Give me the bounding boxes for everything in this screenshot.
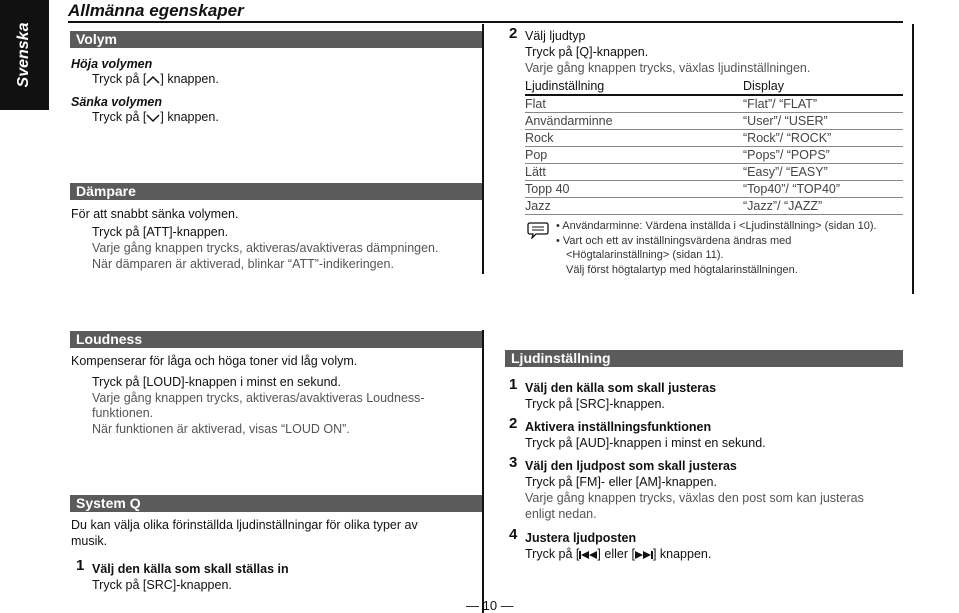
system-q-intro: Du kan välja olika förinställda ljudinställningar för olika typer av xyxy=(71,518,418,532)
volume-up-title: Höja volymen xyxy=(71,57,153,71)
step-2-line-2: Varje gång knappen trycks, växlas ljudinställningen. xyxy=(525,61,811,75)
column-divider-top-right xyxy=(912,24,914,294)
page-number: — 10 — xyxy=(466,598,514,613)
note-2: • Vart och ett av inställningsvärdena ändras med xyxy=(556,235,792,247)
ljud-step-3-text: Tryck på [FM]- eller [AM]-knappen. xyxy=(525,475,717,489)
ljud-step-1-title: Välj den källa som skall justeras xyxy=(525,381,717,395)
column-divider-top-left xyxy=(482,24,484,274)
page-title: Allmänna egenskaper xyxy=(68,1,244,20)
language-tab-label: Svenska xyxy=(15,22,32,88)
table-cell: Flat xyxy=(525,95,743,113)
volume-down-text-end: ] knappen. xyxy=(160,110,219,124)
volume-down-instruction xyxy=(92,109,219,125)
loudness-line-1b: funktionen. xyxy=(92,406,154,420)
ljud-step-1-text: Tryck på [SRC]-knappen. xyxy=(525,397,665,411)
table-row xyxy=(525,147,903,164)
ljud-step-4-text-b: ] eller [ xyxy=(597,547,635,561)
table-cell: Lätt xyxy=(525,164,743,181)
skip-forward-icon xyxy=(635,550,653,560)
ljud-step-3-title: Välj den ljudpost som skall justeras xyxy=(525,459,737,473)
skip-back-icon xyxy=(579,550,597,560)
table-cell: “Top40”/ “TOP40” xyxy=(743,181,903,198)
loudness-step: Tryck på [LOUD]-knappen i minst en sekund. xyxy=(92,375,341,389)
ljud-step-4-number: 4 xyxy=(509,526,518,543)
section-header-system-q: System Q xyxy=(70,495,482,512)
table-row xyxy=(525,95,903,113)
table-cell: Rock xyxy=(525,130,743,147)
volume-up-text: Tryck på [ xyxy=(92,72,147,86)
ljud-step-4-text-c: ] knappen. xyxy=(652,547,712,561)
table-cell: “User”/ “USER” xyxy=(743,113,903,130)
table-cell: “Jazz”/ “JAZZ” xyxy=(743,198,903,215)
table-cell: “Flat”/ “FLAT” xyxy=(743,95,903,113)
section-header-dampare: Dämpare xyxy=(70,183,482,200)
dampare-step: Tryck på [ATT]-knappen. xyxy=(92,225,229,239)
table-cell: Topp 40 xyxy=(525,181,743,198)
dampare-intro: För att snabbt sänka volymen. xyxy=(71,207,239,221)
ljud-step-2-number: 2 xyxy=(509,415,518,432)
title-rule xyxy=(68,21,903,23)
dampare-line-2: När dämparen är aktiverad, blinkar “ATT”-indikeringen. xyxy=(92,257,394,271)
step-2-number: 2 xyxy=(509,25,518,42)
system-q-step-text: Tryck på [SRC]-knappen. xyxy=(92,578,232,592)
ljud-step-4-text-a: Tryck på [ xyxy=(525,547,580,561)
table-cell: Pop xyxy=(525,147,743,164)
ljud-step-4-text xyxy=(525,546,711,562)
table-row xyxy=(525,164,903,181)
table-row xyxy=(525,198,903,215)
system-q-step-title: Välj den källa som skall ställas in xyxy=(92,562,289,576)
section-header-loudness: Loudness xyxy=(70,331,482,348)
loudness-line-1: Varje gång knappen trycks, aktiveras/avaktiveras Loudness- xyxy=(92,391,425,405)
table-cell: Jazz xyxy=(525,198,743,215)
volume-up-text-end: ] knappen. xyxy=(160,72,219,86)
sound-settings-table xyxy=(525,78,903,215)
loudness-intro: Kompenserar för låga och höga toner vid låg volym. xyxy=(71,354,358,368)
table-row xyxy=(525,181,903,198)
table-header-setting: Ljudinställning xyxy=(525,78,743,95)
chevron-down-icon xyxy=(146,113,160,123)
step-2-title: Välj ljudtyp xyxy=(525,29,586,43)
loudness-line-2: När funktionen är aktiverad, visas “LOUD ON”. xyxy=(92,422,350,436)
ljud-step-1-number: 1 xyxy=(509,376,518,393)
table-row xyxy=(525,130,903,147)
ljud-step-2-title: Aktivera inställningsfunktionen xyxy=(525,420,712,434)
table-header-display: Display xyxy=(743,78,903,95)
note-bubble-icon xyxy=(527,221,549,239)
note-1: • Användarminne: Värdena inställda i <Ljudinställning> (sidan 10). xyxy=(556,220,877,232)
ljud-step-3-line-2: enligt nedan. xyxy=(525,507,597,521)
table-header-row xyxy=(525,78,903,95)
chevron-up-icon xyxy=(146,75,160,85)
section-header-ljudinstallning: Ljudinställning xyxy=(505,350,903,367)
note-2-cont: <Högtalarinställning> (sidan 11). xyxy=(566,249,724,261)
volume-down-text: Tryck på [ xyxy=(92,110,147,124)
step-2-line-1: Tryck på [Q]-knappen. xyxy=(525,45,649,59)
dampare-line-1: Varje gång knappen trycks, aktiveras/avaktiveras dämpningen. xyxy=(92,241,439,255)
table-cell: “Pops”/ “POPS” xyxy=(743,147,903,164)
note-2-extra: Välj först högtalartyp med högtalarinställningen. xyxy=(566,264,798,276)
ljud-step-3-number: 3 xyxy=(509,454,518,471)
table-cell: “Easy”/ “EASY” xyxy=(743,164,903,181)
ljud-step-4-title: Justera ljudposten xyxy=(525,531,637,545)
table-cell: “Rock”/ “ROCK” xyxy=(743,130,903,147)
system-q-intro-2: musik. xyxy=(71,534,108,548)
volume-up-instruction xyxy=(92,71,219,87)
system-q-step-number: 1 xyxy=(76,557,85,574)
note-icon xyxy=(527,221,549,244)
table-row xyxy=(525,113,903,130)
ljud-step-3-line-1: Varje gång knappen trycks, växlas den post som kan justeras xyxy=(525,491,864,505)
ljud-step-2-text: Tryck på [AUD]-knappen i minst en sekund. xyxy=(525,436,766,450)
volume-down-title: Sänka volymen xyxy=(71,95,163,109)
section-header-volym: Volym xyxy=(70,31,482,48)
column-divider-bottom xyxy=(482,330,484,613)
language-tab xyxy=(0,0,49,110)
table-cell: Användarminne xyxy=(525,113,743,130)
